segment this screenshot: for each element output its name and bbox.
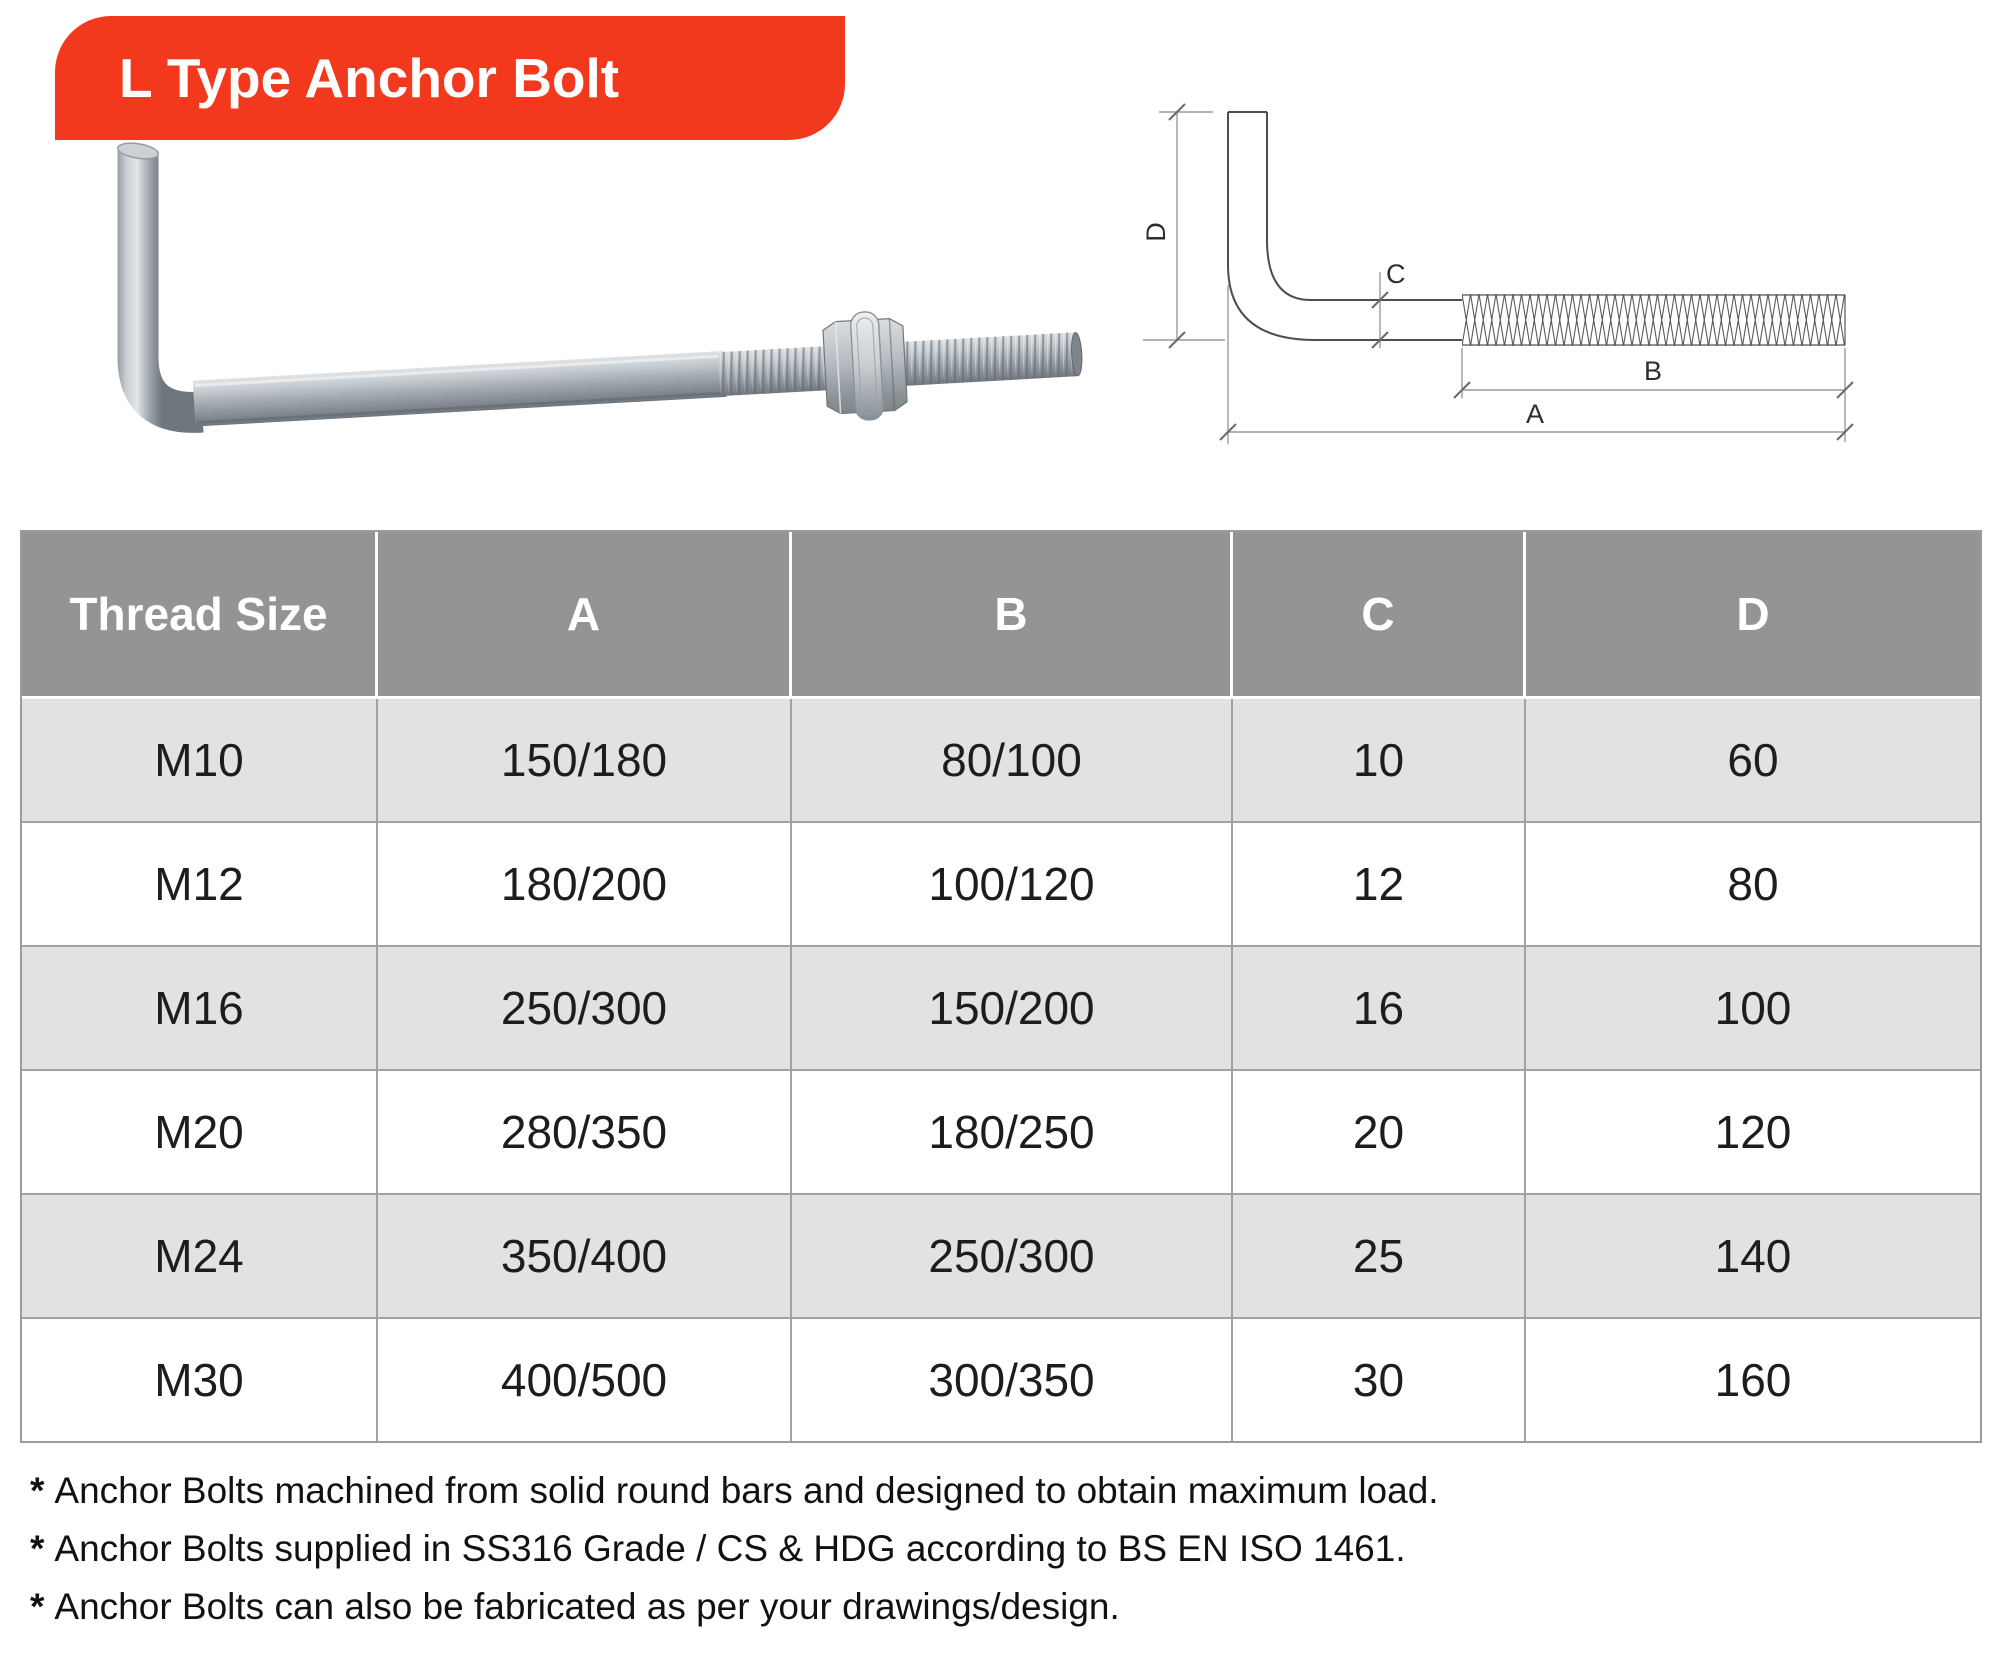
bolt-shank: [193, 351, 727, 427]
cell-a: 250/300: [378, 945, 792, 1069]
cell-b: 250/300: [792, 1193, 1233, 1317]
cell-b: 150/200: [792, 945, 1233, 1069]
cell-b: 180/250: [792, 1069, 1233, 1193]
washer: [850, 311, 884, 420]
table-row: [22, 945, 1980, 1069]
cell-thread-size: M10: [22, 699, 378, 821]
cell-d: 140: [1526, 1193, 1980, 1317]
cell-thread-size: M12: [22, 821, 378, 945]
table-row: [22, 1317, 1980, 1441]
note-line: [30, 1520, 1960, 1578]
column-header-d: D: [1526, 532, 1980, 699]
dimension-diagram: [1115, 80, 1905, 470]
note-line: [30, 1578, 1960, 1636]
cell-c: 25: [1233, 1193, 1526, 1317]
cell-thread-size: M16: [22, 945, 378, 1069]
cell-c: 20: [1233, 1069, 1526, 1193]
anchor-bolt-3d-render: [90, 125, 1100, 445]
note-marker: *: [30, 1586, 45, 1627]
bolt-shaft-group: [191, 300, 1085, 445]
note-marker: *: [30, 1470, 45, 1511]
cell-thread-size: M24: [22, 1193, 378, 1317]
cell-d: 100: [1526, 945, 1980, 1069]
cell-c: 16: [1233, 945, 1526, 1069]
cell-thread-size: M30: [22, 1317, 378, 1441]
cell-d: 160: [1526, 1317, 1980, 1441]
dimension-lines: [1143, 112, 1845, 444]
dim-label-d: D: [1141, 222, 1171, 242]
dim-label-a: A: [1525, 399, 1545, 429]
spec-table-header: [22, 532, 1980, 699]
dim-label-c: C: [1386, 259, 1406, 289]
spec-table: [20, 530, 1982, 1443]
cell-b: 300/350: [792, 1317, 1233, 1441]
column-header-c: C: [1233, 532, 1526, 699]
dim-label-b: B: [1643, 356, 1663, 386]
cell-thread-size: M20: [22, 1069, 378, 1193]
cell-a: 400/500: [378, 1317, 792, 1441]
note-text: Anchor Bolts can also be fabricated as per your drawings/design.: [54, 1586, 1120, 1627]
note-marker: *: [30, 1528, 45, 1569]
cell-b: 100/120: [792, 821, 1233, 945]
title-banner: [55, 16, 845, 140]
cell-a: 180/200: [378, 821, 792, 945]
thread-hatch: [1462, 294, 1845, 346]
table-row: [22, 821, 1980, 945]
footnotes: [30, 1462, 1960, 1636]
bolt-outline: [1228, 112, 1462, 340]
page-title: L Type Anchor Bolt: [119, 47, 620, 109]
cell-c: 12: [1233, 821, 1526, 945]
column-header-b: B: [792, 532, 1233, 699]
cell-d: 60: [1526, 699, 1980, 821]
cell-c: 30: [1233, 1317, 1526, 1441]
column-header-a: A: [378, 532, 792, 699]
column-header-thread-size: Thread Size: [22, 532, 378, 699]
cell-d: 80: [1526, 821, 1980, 945]
note-text: Anchor Bolts machined from solid round bars and designed to obtain maximum load.: [54, 1470, 1439, 1511]
cell-d: 120: [1526, 1069, 1980, 1193]
note-text: Anchor Bolts supplied in SS316 Grade / CS & HDG according to BS EN ISO 1461.: [54, 1528, 1406, 1569]
table-row: [22, 1069, 1980, 1193]
table-row: [22, 1193, 1980, 1317]
table-row: [22, 699, 1980, 821]
note-line: [30, 1462, 1960, 1520]
cell-a: 350/400: [378, 1193, 792, 1317]
bolt-leg: [138, 151, 202, 412]
cell-a: 150/180: [378, 699, 792, 821]
cell-c: 10: [1233, 699, 1526, 821]
cell-b: 80/100: [792, 699, 1233, 821]
cell-a: 280/350: [378, 1069, 792, 1193]
